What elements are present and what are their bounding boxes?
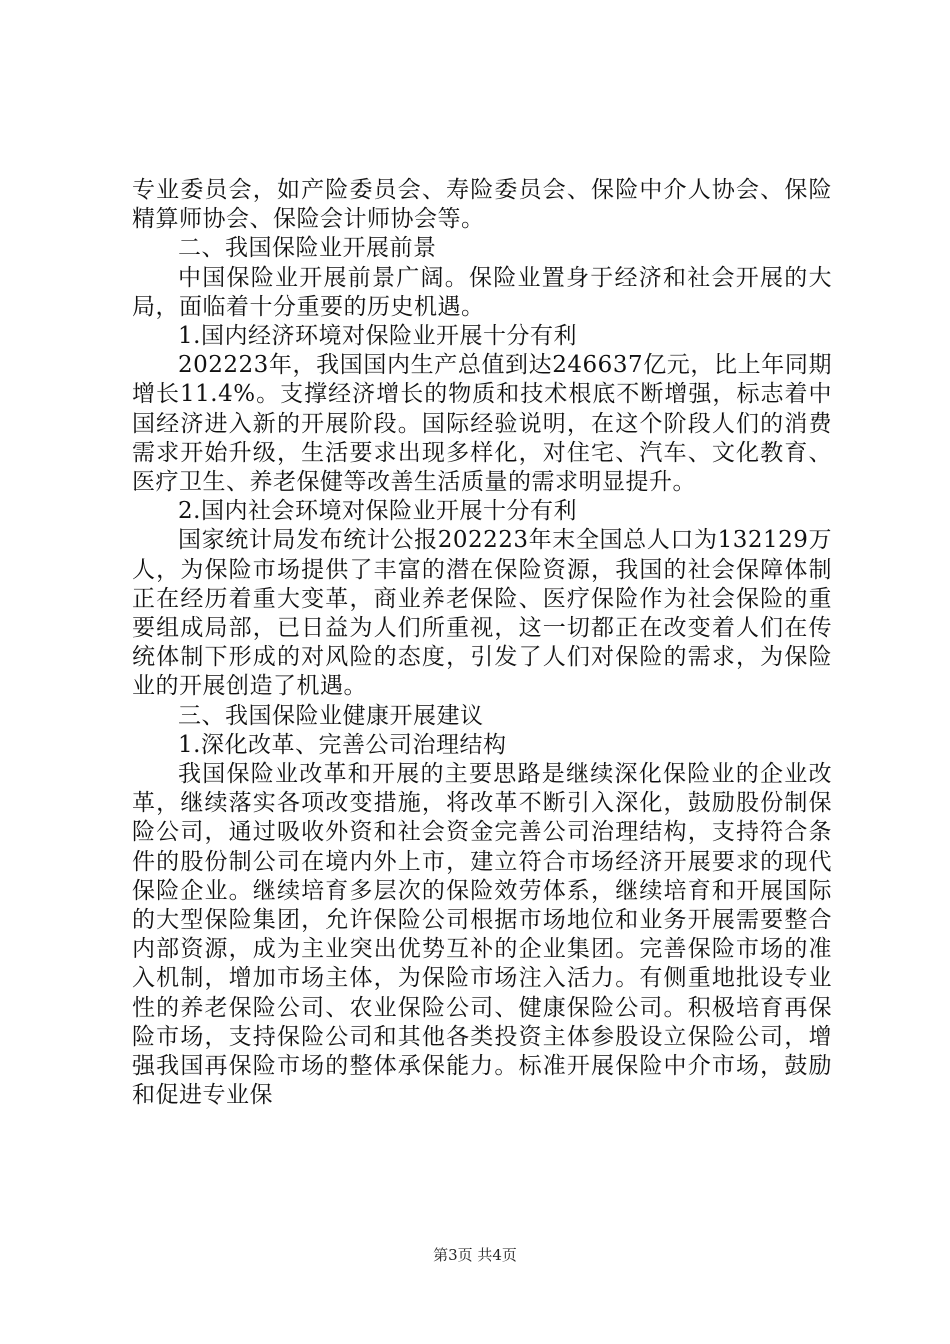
section-heading-8: 三、我国保险业健康开展建议 [178, 702, 484, 729]
page-footer [0, 1244, 950, 1265]
section-heading-2: 二、我国保险业开展前景 [178, 235, 437, 262]
paragraph-1: 专业委员会，如产险委员会、寿险委员会、保险中介人协会、保险精算师协会、保险会计师协会等。 [132, 177, 832, 233]
paragraph-10: 我国保险业改革和开展的主要思路是继续深化保险业的企业改革，继续落实各项改变措施，将改革不断引入深化，鼓励股份制保险公司，通过吸收外资和社会资金完善公司治理结构，支持符合条件的股份制公司在境内外上市，建立符合市场经济开展要求的现代保险企业。继续培育多层次的保险效劳体系，继续培育和开展国际的大型保险集团，允许保险公司根据市场地位和业务开展需要整合内部资源，成为主业突出优势互补的企业集团。完善保险市场的准入机制，增加市场主体，为保险市场注入活力。有侧重地批设专业性的养老保险公司、农业保险公司、健康保险公司。积极培育再保险市场，支持保险公司和其他各类投资主体参股设立保险公司，增强我国再保险市场的整体承保能力。标准开展保险中介市场，鼓励和促进专业保 [132, 761, 832, 1109]
paragraph-5: 202223年，我国国内生产总值到达246637亿元，比上年同期增长11.4%。支撑经济增长的物质和技术根底不断增强，标志着中国经济进入新的开展阶段。国际经验说明，在这个阶段人们的消费需求开始升级，生活要求出现多样化，对住宅、汽车、文化教育、医疗卫生、养老保健等改善生活质量的需求明显提升。 [132, 352, 832, 496]
subheading-6: 2.国内社会环境对保险业开展十分有利 [178, 498, 577, 525]
subheading-4: 1.国内经济环境对保险业开展十分有利 [178, 323, 577, 350]
paragraph-3: 中国保险业开展前景广阔。保险业置身于经济和社会开展的大局，面临着十分重要的历史机遇。 [132, 264, 832, 320]
document-body [132, 176, 832, 1111]
subheading-9: 1.深化改革、完善公司治理结构 [178, 731, 507, 758]
page-number-label: 第3页 共4页 [433, 1246, 517, 1264]
paragraph-7: 国家统计局发布统计公报202223年末全国总人口为132129万人，为保险市场提供了丰富的潜在保险资源，我国的社会保障体制正在经历着重大变革，商业养老保险、医疗保险作为社会保险的重要组成局部，已日益为人们所重视，这一切都正在改变着人们在传统体制下形成的对风险的态度，引发了人们对保险的需求，为保险业的开展创造了机遇。 [132, 527, 832, 700]
